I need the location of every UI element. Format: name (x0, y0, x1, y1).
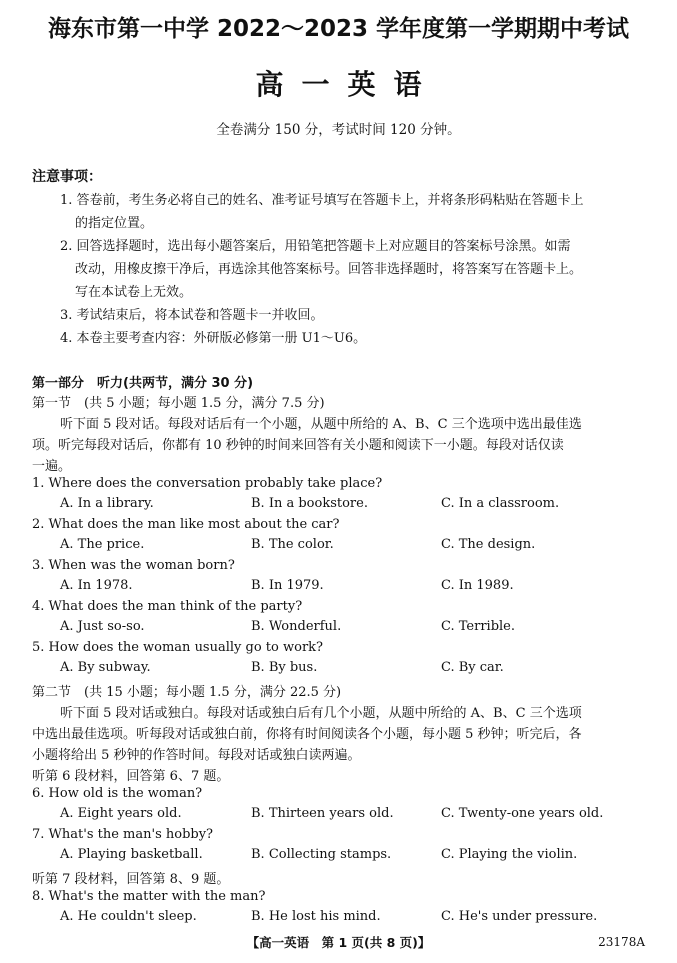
section2-instruction: 听下面 5 段对话或独白。每段对话或独白后有几个小题，从题中所给的 A、B、C 三个选项 (60, 706, 582, 721)
question-4: 4. What does the man think of the party? (32, 599, 303, 614)
section2-instruction: 小题将给出 5 秒钟的作答时间。每段对话或独白读两遍。 (32, 748, 361, 763)
material-heading: 听第 6 段材料，回答第 6、7 题。 (32, 769, 230, 784)
score-info: 全卷满分 150 分，考试时间 120 分钟。 (216, 122, 461, 138)
notice-line: 3. 考试结束后，将本试卷和答题卡一并收回。 (60, 308, 324, 323)
option-c: C. Playing the violin. (441, 847, 578, 862)
option-a: A. He couldn't sleep. (60, 909, 197, 924)
question-3: 3. When was the woman born? (32, 558, 235, 573)
option-c: C. The design. (441, 537, 536, 552)
option-a: A. By subway. (60, 660, 151, 675)
option-b: B. Wonderful. (251, 619, 342, 634)
question-5: 5. How does the woman usually go to work? (32, 640, 324, 655)
question-6: 6. How old is the woman? (32, 786, 203, 801)
option-b: B. By bus. (251, 660, 318, 675)
notice-line: 写在本试卷上无效。 (75, 285, 193, 300)
material-heading: 听第 7 段材料，回答第 8、9 题。 (32, 872, 230, 887)
option-c: C. By car. (441, 660, 504, 675)
option-c: C. In a classroom. (441, 496, 560, 511)
notice-line: 的指定位置。 (75, 216, 154, 231)
notice-line: 1. 答卷前，考生务必将自己的姓名、准考证号填写在答题卡上，并将条形码粘贴在答题卡上 (60, 193, 584, 208)
question-8: 8. What's the matter with the man? (32, 889, 266, 904)
section1-instruction: 项。听完每段对话后，你都有 10 秒钟的时间来回答有关小题和阅读下一小题。每段对话仅读 (32, 438, 564, 453)
question-1: 1. Where does the conversation probably take place? (32, 476, 383, 491)
option-b: B. In 1979. (251, 578, 324, 593)
notice-line: 改动，用橡皮擦干净后，再选涂其他答案标号。回答非选择题时，将答案写在答题卡上。 (75, 262, 583, 277)
option-a: A. In a library. (60, 496, 154, 511)
option-b: B. The color. (251, 537, 334, 552)
option-b: B. In a bookstore. (251, 496, 368, 511)
part1-heading: 第一部分 听力(共两节，满分 30 分) (32, 376, 254, 391)
option-a: A. Eight years old. (60, 806, 182, 821)
footer-page-title: 【高一英语 第 1 页(共 8 页)】 (246, 935, 431, 950)
subject-title: 高一英语 (255, 68, 440, 101)
option-c: C. Twenty-one years old. (441, 806, 604, 821)
option-a: A. The price. (60, 537, 145, 552)
section1-instruction: 听下面 5 段对话。每段对话后有一个小题，从题中所给的 A、B、C 三个选项中选出最佳选 (60, 417, 582, 432)
section2-instruction: 中选出最佳选项。听每段对话或独白前，你将有时间阅读各个小题，每小题 5 秒钟；听完后，各 (32, 727, 582, 742)
option-c: C. Terrible. (441, 619, 515, 634)
notice-line: 4. 本卷主要考查内容：外研版必修第一册 U1～U6。 (60, 331, 367, 346)
footer-code: 23178A (598, 935, 645, 949)
option-b: B. Collecting stamps. (251, 847, 392, 862)
question-2: 2. What does the man like most about the car? (32, 517, 340, 532)
option-b: B. Thirteen years old. (251, 806, 394, 821)
notice-heading: 注意事项： (32, 169, 102, 185)
option-a: A. Playing basketball. (60, 847, 203, 862)
exam-title: 海东市第一中学 2022～2023 学年度第一学期期中考试 (47, 16, 630, 42)
question-7: 7. What's the man's hobby? (32, 827, 214, 842)
option-b: B. He lost his mind. (251, 909, 381, 924)
option-c: C. He's under pressure. (441, 909, 598, 924)
section2-heading: 第二节 (共 15 小题；每小题 1.5 分，满分 22.5 分) (32, 685, 342, 700)
option-a: A. Just so-so. (60, 619, 145, 634)
section1-heading: 第一节 (共 5 小题；每小题 1.5 分，满分 7.5 分) (32, 396, 325, 411)
section1-instruction: 一遍。 (32, 459, 72, 474)
option-a: A. In 1978. (60, 578, 133, 593)
option-c: C. In 1989. (441, 578, 514, 593)
notice-line: 2. 回答选择题时，选出每小题答案后，用铅笔把答题卡上对应题目的答案标号涂黑。如需 (60, 239, 571, 254)
